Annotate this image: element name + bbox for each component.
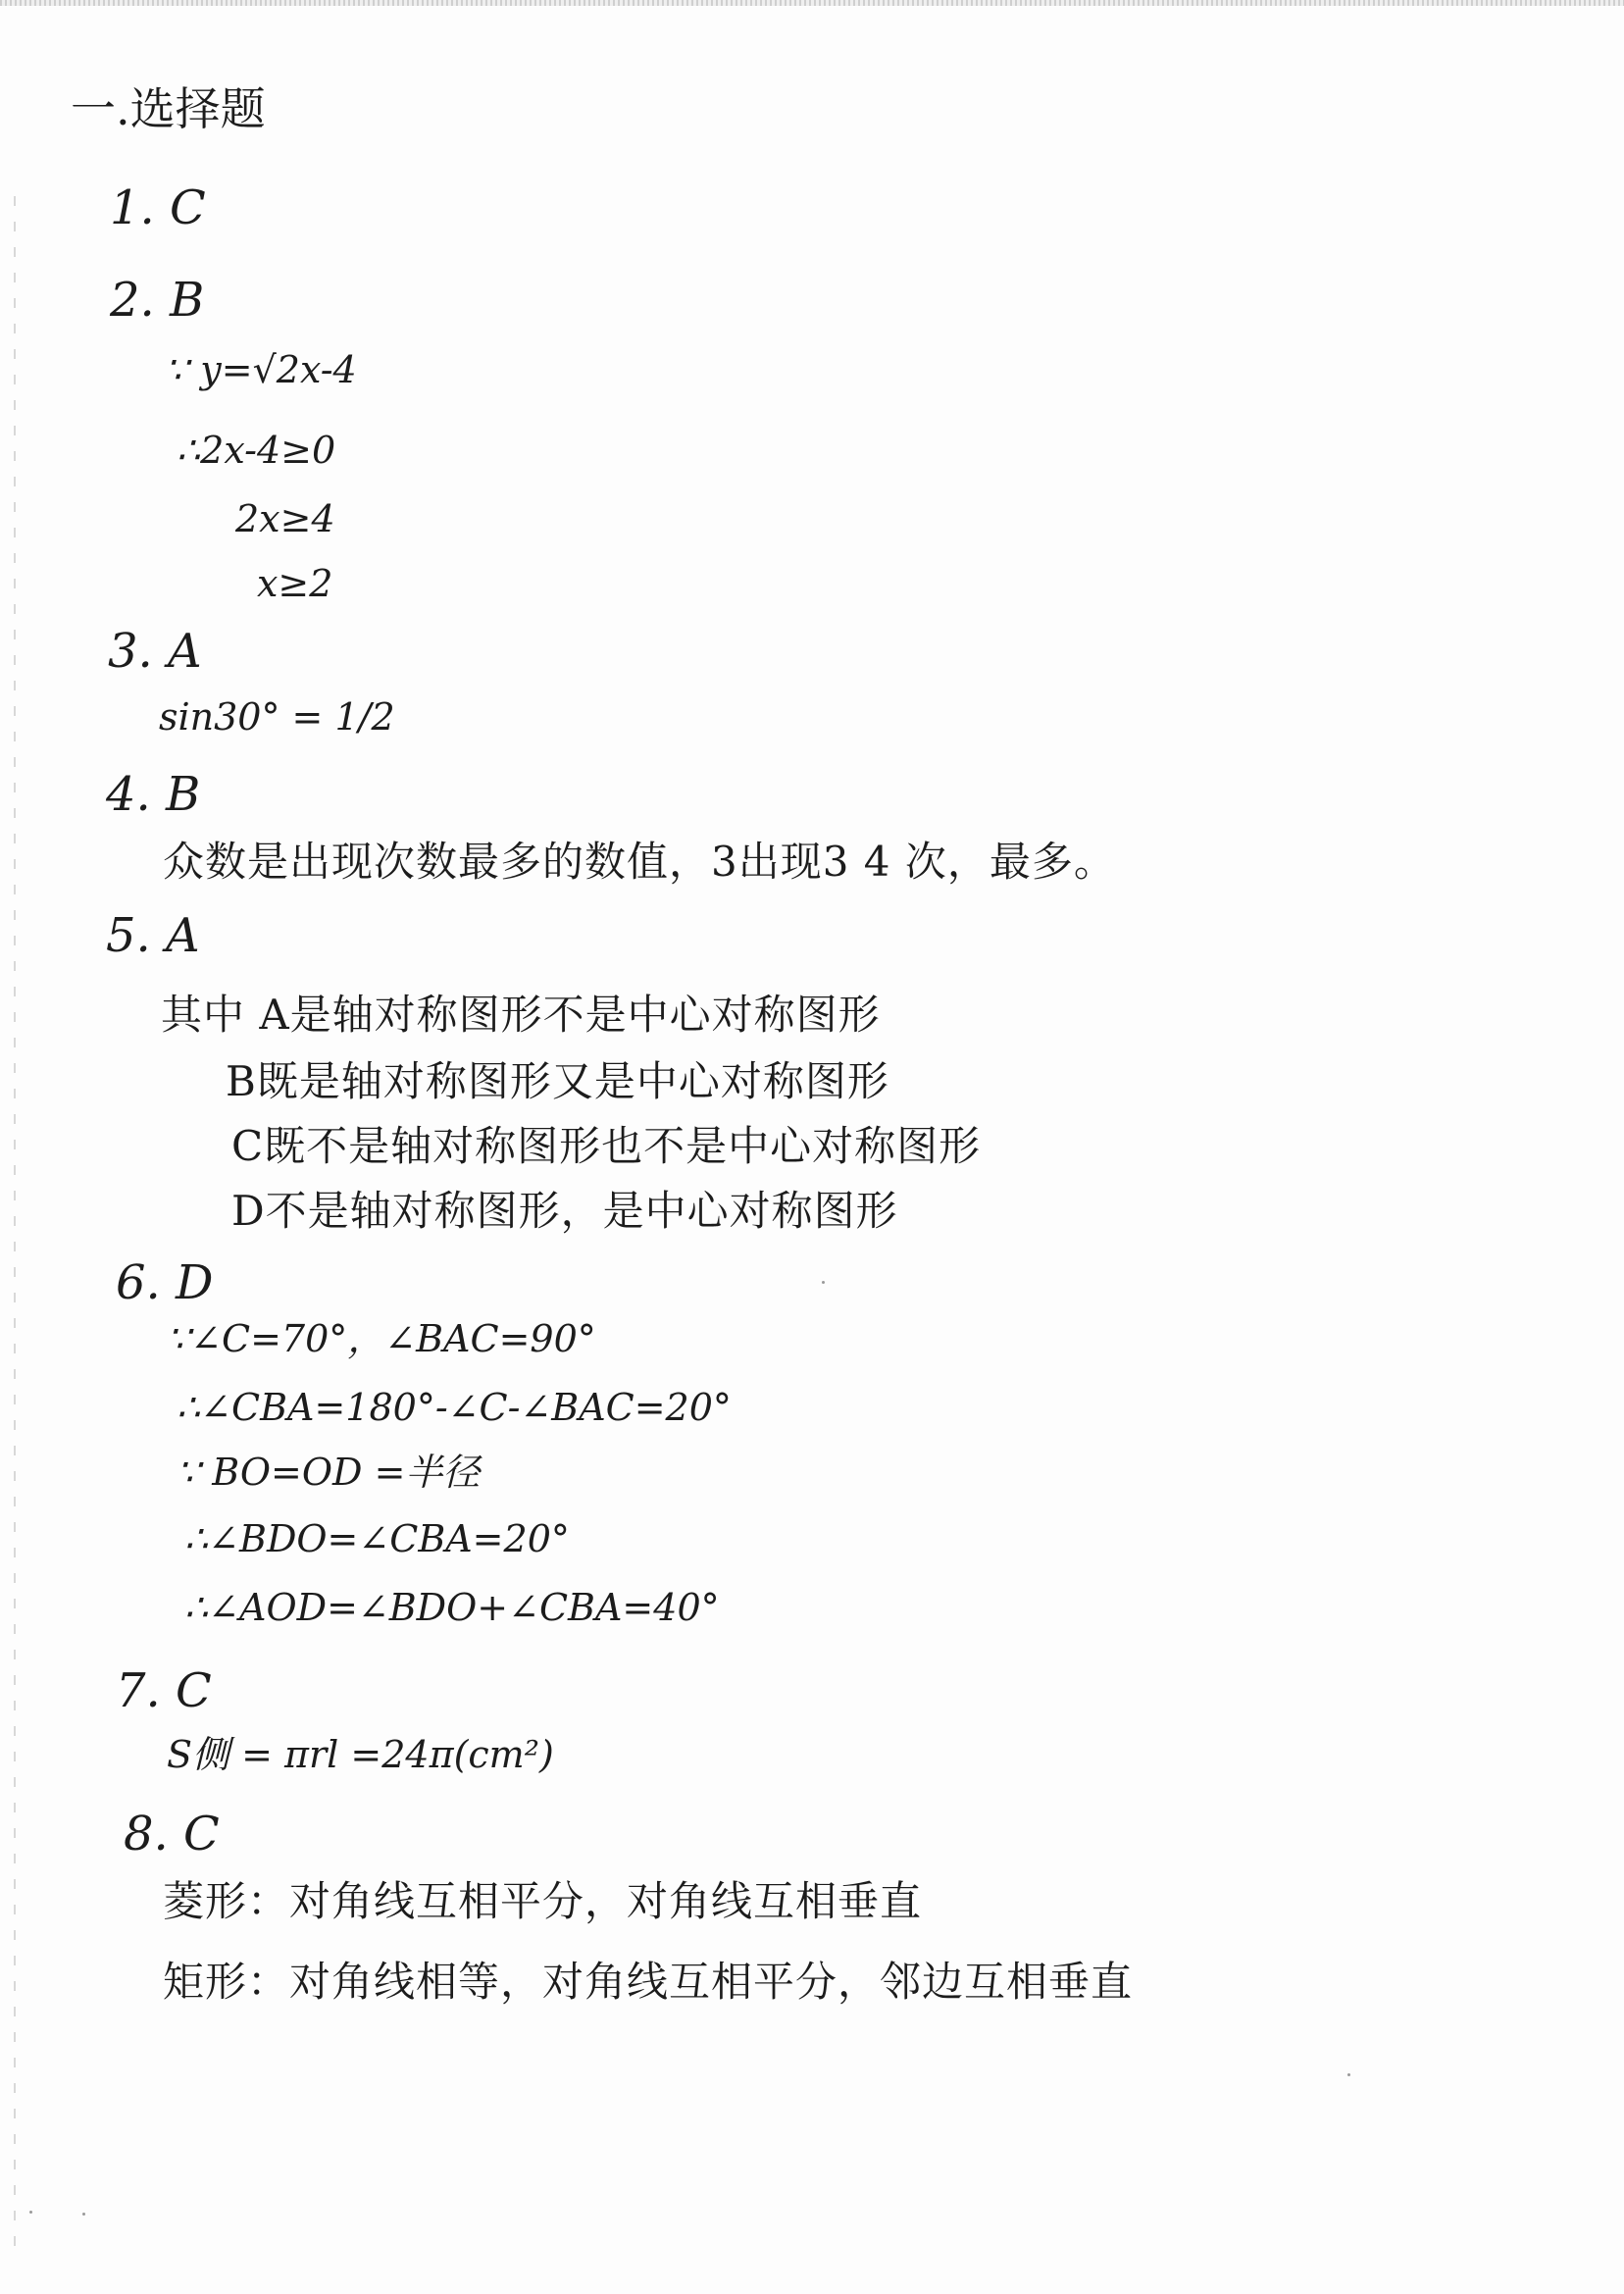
scan-speck [822, 1281, 825, 1284]
question-5-work-line: D不是轴对称图形，是中心对称图形 [231, 1187, 898, 1235]
question-1-answer: 1. C [110, 180, 206, 235]
question-3-work-line: sin30° = 1/2 [159, 695, 395, 739]
question-8-work-line: 菱形：对角线互相平分，对角线互相垂直 [163, 1877, 923, 1925]
question-8-answer: 8. C [124, 1807, 220, 1861]
question-6-work-line: ∴∠CBA=180°-∠C-∠BAC=20° [177, 1386, 732, 1429]
question-2-work-line: ∵ y=√2x-4 [165, 348, 357, 391]
question-5-work-line: 其中 A是轴对称图形不是中心对称图形 [161, 991, 881, 1039]
question-4-answer: 4. B [106, 767, 201, 822]
section-title: 一.选择题 [71, 82, 266, 135]
question-6-work-line: ∵∠C=70°，∠BAC=90° [167, 1317, 596, 1360]
question-8-work-line: 矩形：对角线相等，对角线互相平分，邻边互相垂直 [163, 1958, 1134, 2006]
scan-edge-top [0, 0, 1624, 6]
question-2-work-line: x≥2 [257, 562, 333, 605]
question-2-work-line: ∴2x-4≥0 [177, 429, 336, 472]
question-3-answer: 3. A [108, 624, 202, 679]
question-2-answer: 2. B [110, 273, 205, 328]
scan-speck [29, 2211, 32, 2214]
question-4-work-line: 众数是出现次数最多的数值，3出现3 4 次，最多。 [163, 838, 1116, 886]
scan-speck [82, 2213, 85, 2216]
question-5-work-line: B既是轴对称图形又是中心对称图形 [226, 1057, 889, 1105]
question-6-work-line: ∴∠AOD=∠BDO+∠CBA=40° [184, 1586, 720, 1629]
question-6-work-line: ∴∠BDO=∠CBA=20° [184, 1517, 570, 1560]
scan-edge-left [14, 196, 16, 2256]
question-2-work-line: 2x≥4 [235, 497, 335, 540]
question-6-work-line: ∵ BO=OD =半径 [177, 1451, 481, 1494]
question-5-answer: 5. A [106, 908, 200, 963]
question-5-work-line: C既不是轴对称图形也不是中心对称图形 [231, 1122, 982, 1170]
scan-speck [1347, 2073, 1350, 2076]
question-7-answer: 7. C [116, 1663, 212, 1718]
question-6-answer: 6. D [116, 1255, 214, 1310]
question-7-work-line: S侧 = πrl =24π(cm²) [167, 1733, 554, 1776]
